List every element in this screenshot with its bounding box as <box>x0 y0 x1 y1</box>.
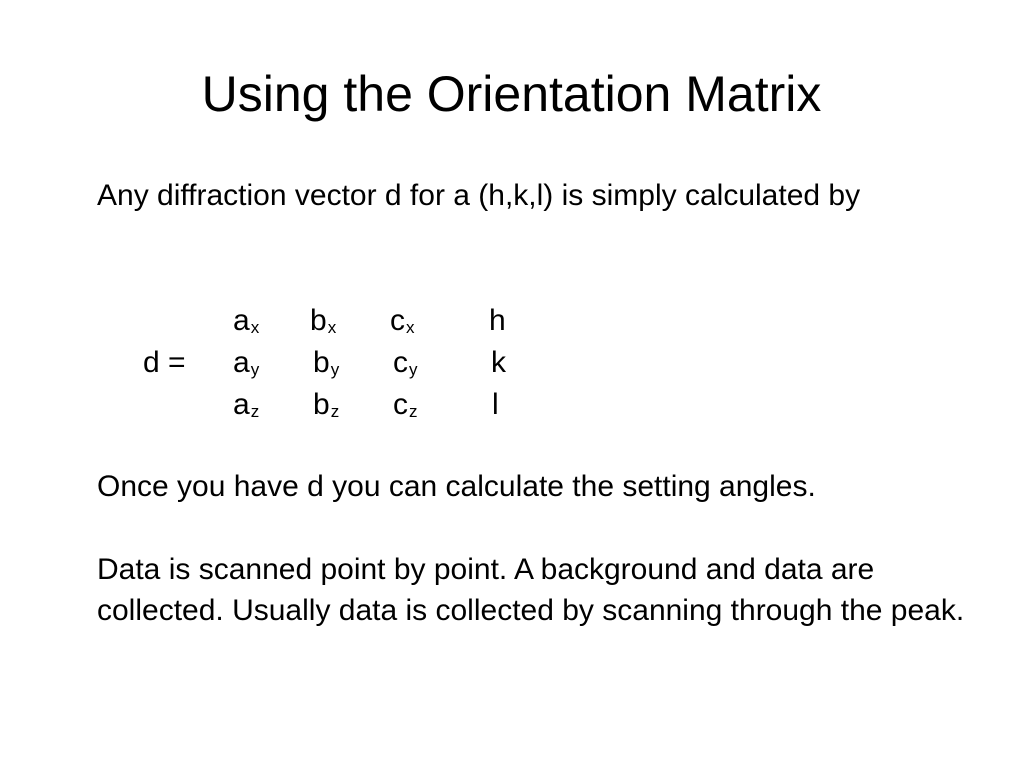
matrix-cell: $b_y$ <box>313 346 340 379</box>
scanning-paragraph: Data is scanned point by point. A background and data are collected. Usually data is collected by scanning through the peak. <box>97 553 965 627</box>
matrix-cell: $a_x$ <box>233 304 260 337</box>
matrix-cell: $b_z$ <box>313 388 340 421</box>
matrix-cell: $a_z$ <box>233 388 260 421</box>
setting-angles-paragraph: Once you have d you can calculate the setting angles. <box>97 470 816 503</box>
equation-lhs: d = <box>143 346 186 379</box>
matrix-cell: $c_y$ <box>393 346 418 379</box>
vector-cell: l <box>492 388 499 421</box>
vector-cell: h <box>489 304 506 337</box>
vector-cell: k <box>491 346 506 379</box>
matrix-cell: $b_x$ <box>310 304 337 337</box>
slide-title: Using the Orientation Matrix <box>201 66 822 122</box>
intro-paragraph: Any diffraction vector d for a (h,k,l) is simply calculated by <box>97 179 861 212</box>
matrix-cell: $c_z$ <box>393 388 418 421</box>
matrix-cell: $c_x$ <box>390 304 415 337</box>
matrix-cell: $a_y$ <box>233 346 260 379</box>
